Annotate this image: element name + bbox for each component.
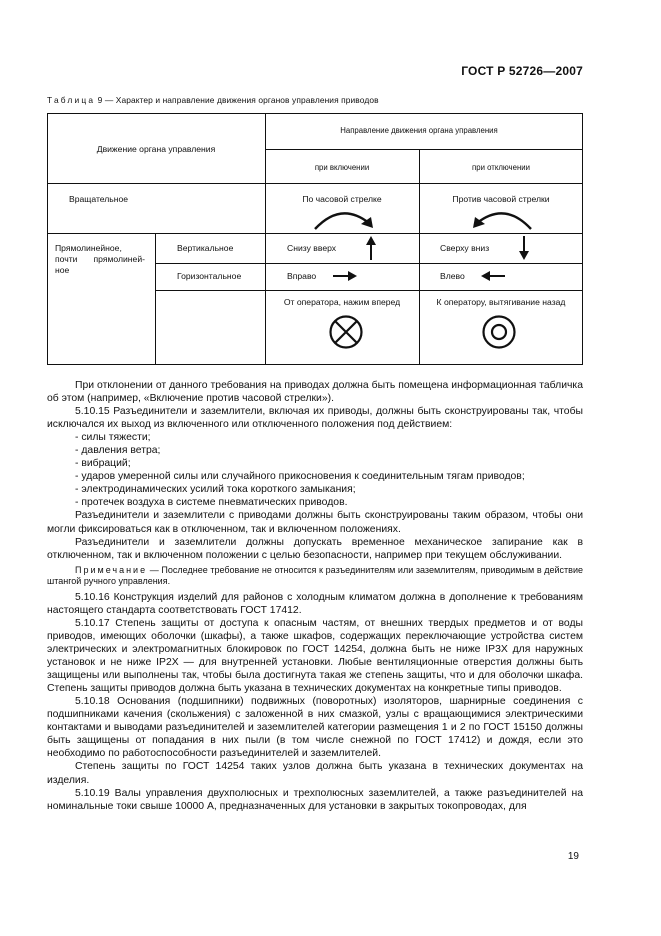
header-off: при отключении bbox=[472, 163, 530, 172]
table-caption-text: 9 — Характер и направление движения органов управления приводов bbox=[95, 95, 379, 105]
rotational-on-text: По часовой стрелке bbox=[302, 194, 382, 204]
list-item: - давления ветра; bbox=[75, 445, 161, 457]
table-caption-label: Таблица bbox=[47, 95, 96, 105]
clause-5-10-17: 5.10.17 Степень защиты от доступа к опасным частям, от внешних твердых предметов и от воды приводов, имеющих оболочки (шкафы), а также шкафов, содержащих переключающие устройства систем электрических и электромагнитных блокировок по ГОСТ 14254, должна быть не ниже IP3X для наружных установок и не ниже IP2X — для внутренней установки. Любые вентиляционные отверстия должны быть защищены или выполнены так, чтобы была достигнута такая же степень защиты, что и для оболочки шкафа. Степень защиты приводов должна быть указана в технических документах на конкретные типы приводов. bbox=[47, 617, 583, 695]
note bbox=[47, 565, 583, 588]
vertical-on-text: Снизу вверх bbox=[287, 243, 337, 253]
body-text bbox=[47, 379, 583, 813]
paragraph: Разъединители и заземлители должны допускать временное механическое запирание как в отключенном, так и включенном положении с целью безопасности, например при текущем обслуживании. bbox=[47, 536, 583, 561]
list-item: - протечек воздуха в системе пневматических приводов. bbox=[75, 497, 348, 509]
arrow-down-icon bbox=[518, 235, 530, 261]
paragraph: При отклонении от данного требования на приводах должна быть помещена информационная табличка об этом (например, «Включение против часовой стрелки»). bbox=[47, 380, 583, 405]
clockwise-arc-arrow-icon bbox=[309, 205, 379, 231]
rotational-off-text: Против часовой стрелки bbox=[452, 194, 550, 204]
vertical-label: Вертикальное bbox=[177, 243, 234, 253]
header-direction: Направление движения органа управления bbox=[340, 126, 498, 135]
arrow-up-icon bbox=[365, 235, 377, 261]
horizontal-off-text: Влево bbox=[440, 271, 465, 281]
horizontal-label: Горизонтальное bbox=[177, 271, 242, 281]
pull-back-symbol-icon bbox=[481, 314, 517, 350]
horizontal-on-text: Вправо bbox=[287, 271, 317, 281]
header-on: при включении bbox=[314, 163, 370, 172]
paragraph: Степень защиты по ГОСТ 14254 таких узлов должна быть указана в технических документах на изделия. bbox=[47, 761, 583, 786]
arrow-right-icon bbox=[332, 270, 358, 282]
push-forward-symbol-icon bbox=[328, 314, 364, 350]
header-motion: Движение органа управления bbox=[96, 144, 216, 154]
list-item: - вибраций; bbox=[75, 458, 131, 470]
clause-5-10-15: 5.10.15 Разъединители и заземлители, включая их приводы, должны быть сконструированы так, чтобы исключался их выход из включенного или отключенного положения под действием: bbox=[47, 406, 583, 431]
clause-5-10-19: 5.10.19 Валы управления двухполюсных и трехполюсных заземлителей, а также разъединителей на номинальные токи свыше 10000 А, предназначенных для установки в закрытых токопроводах, для bbox=[47, 787, 583, 812]
clause-5-10-18: 5.10.18 Основания (подшипники) подвижных (поворотных) изоляторов, шарнирные соединения с подшипниками качения (скольжения) с заложенной в них смазкой, узлы с вращающимися электрическими контактами и выводами разъединителей и заземлителей категории размещения 1 и 2 по ГОСТ 15150 должны быть защищены от попадания в них пыли (в том числе снежной по ГОСТ 17412) и дождя, если это необходимо по работоспособности разъединителей и заземлителей. bbox=[47, 696, 583, 760]
vertical-off-text: Сверху вниз bbox=[440, 243, 490, 253]
paragraph: Разъединители и заземлители с приводами должны быть сконструированы таким образом, чтобы они могли фиксироваться как в отключенном, так и включенном положениях. bbox=[47, 510, 583, 535]
row-linear-label: Прямолинейное, почти прямолиней-ное bbox=[55, 243, 145, 275]
document-header: ГОСТ Р 52726—2007 bbox=[461, 64, 583, 78]
note-label: Примечание bbox=[75, 564, 148, 575]
table-caption bbox=[47, 95, 379, 105]
note-text: — Последнее требование не относится к разъединителям или заземлителям, приводимым в действие штангой ручного управления. bbox=[47, 564, 583, 587]
page-number: 19 bbox=[567, 851, 579, 862]
counterclockwise-arc-arrow-icon bbox=[467, 205, 537, 231]
list-item: - ударов умеренной силы или случайного прикосновения к соединительным тягам приводов; bbox=[75, 471, 525, 483]
arrow-left-icon bbox=[480, 270, 506, 282]
row-rotational-label: Вращательное bbox=[69, 194, 129, 204]
push-on-text: От оператора, нажим вперед bbox=[283, 297, 401, 307]
controls-table bbox=[47, 113, 583, 365]
list-item: - силы тяжести; bbox=[75, 432, 151, 444]
pull-off-text: К оператору, вытягивание назад bbox=[436, 297, 566, 307]
list-item: - электродинамических усилий тока короткого замыкания; bbox=[75, 484, 356, 496]
clause-5-10-16: 5.10.16 Конструкция изделий для районов с холодным климатом должна в дополнение к требованиям настоящего стандарта соответствовать ГОСТ 17412. bbox=[47, 591, 583, 616]
